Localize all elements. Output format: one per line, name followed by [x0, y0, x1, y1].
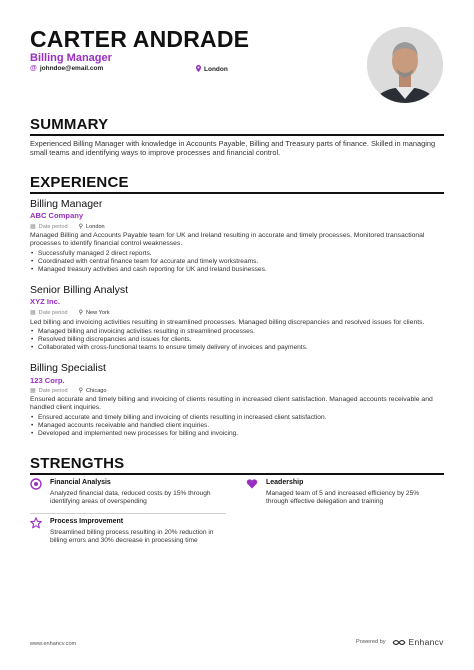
- job-bullets: [30, 328, 442, 353]
- strengths-heading: STRENGTHS: [30, 455, 125, 472]
- strength-title: Leadership: [266, 479, 304, 486]
- strength-title: Financial Analysis: [50, 479, 111, 486]
- job-role: Senior Billing Analyst: [30, 284, 129, 296]
- avatar: [367, 27, 443, 103]
- job-company[interactable]: XYZ Inc.: [30, 297, 60, 306]
- strength-item: [246, 478, 442, 514]
- strength-text: Streamlined billing process resulting in 20% reduction in billing errors and 30% decrease in processing time: [50, 529, 214, 545]
- list-item: • Managed billing and invoicing activities resulting in streamlined processes.: [30, 328, 442, 336]
- list-item: • Collaborated with cross-functional teams to ensure timely delivery of invoices and payments.: [30, 344, 442, 352]
- job-description: Managed Billing and Accounts Payable team for UK and Ireland resulting in accurate and timely processes. Monitored transactional processes to identify financial control weaknesses.: [30, 232, 425, 248]
- list-item: • Managed accounts receivable and handled client inquiries.: [30, 422, 442, 430]
- list-item: • Resolved billing discrepancies and issues for clients.: [30, 336, 442, 344]
- strength-divider: [30, 513, 226, 514]
- powered-by-label: Powered by: [356, 639, 386, 645]
- list-item: • Managed treasury activities and cash reporting for UK and Ireland businesses.: [30, 266, 442, 274]
- job-date: Date period: [38, 387, 68, 394]
- location-pin-icon: ⚲: [78, 310, 83, 316]
- enhancv-logo-icon: [392, 638, 406, 647]
- strength-item: [30, 517, 226, 553]
- location-pin-icon: ⚲: [78, 224, 83, 230]
- job-role: Billing Manager: [30, 198, 103, 210]
- experience-divider: [30, 192, 444, 194]
- job-meta: [30, 387, 107, 394]
- summary-heading: SUMMARY: [30, 116, 109, 133]
- calendar-icon: ▦: [30, 388, 36, 394]
- job-meta: [30, 223, 105, 230]
- brand-name: Enhancv: [408, 637, 444, 647]
- job-bullets: [30, 250, 442, 275]
- job-date: Date period: [38, 223, 68, 230]
- job-company[interactable]: 123 Corp.: [30, 376, 65, 385]
- strength-text: Managed team of 5 and increased efficiency by 25% through effective delegation and training: [266, 490, 420, 506]
- list-item: • Coordinated with central finance team for accurate and timely workstreams.: [30, 258, 442, 266]
- email-text: johndoe@email.com: [39, 65, 104, 72]
- heart-icon: [246, 478, 258, 490]
- location-text: London: [204, 66, 228, 73]
- contact-location: [196, 65, 228, 74]
- at-icon: @: [30, 65, 37, 72]
- job-role: Billing Specialist: [30, 362, 106, 374]
- list-item: • Successfully managed 2 direct reports.: [30, 250, 442, 258]
- footer-branding[interactable]: [356, 637, 444, 647]
- experience-heading: EXPERIENCE: [30, 174, 129, 191]
- strengths-divider: [30, 473, 444, 475]
- job-date: Date period: [38, 309, 68, 316]
- job-description: Led billing and invoicing activities resulting in streamlined processes. Managed billing discrepancies and resolved issues for clients.: [30, 319, 425, 326]
- job-meta: [30, 309, 110, 316]
- job-location: London: [86, 223, 105, 230]
- location-pin-icon: ⚲: [78, 388, 83, 394]
- summary-text: Experienced Billing Manager with knowledge in Accounts Payable, Billing and Treasury parts of finance. Skilled in managing small teams and identifying ways to improve processes and financial control.: [30, 139, 436, 158]
- job-company[interactable]: ABC Company: [30, 211, 84, 220]
- strength-text: Analyzed financial data, reduced costs by 15% through identifying areas of overspending: [50, 490, 211, 506]
- location-pin-icon: [196, 65, 201, 74]
- summary-divider: [30, 134, 444, 136]
- list-item: • Developed and implemented new processes for billing and invoicing.: [30, 430, 442, 438]
- job-location: Chicago: [86, 387, 107, 394]
- job-location: New York: [86, 309, 110, 316]
- calendar-icon: ▦: [30, 224, 36, 230]
- strength-item: [30, 478, 226, 514]
- footer-website[interactable]: www.enhancv.com: [30, 641, 77, 647]
- candidate-name: CARTER ANDRADE: [30, 26, 250, 52]
- candidate-title: Billing Manager: [30, 52, 112, 64]
- target-icon: [30, 478, 42, 490]
- list-item: • Ensured accurate and timely billing and invoicing of clients resulting in increased client satisfaction.: [30, 414, 442, 422]
- brand-logo: [392, 637, 444, 647]
- job-bullets: [30, 414, 442, 439]
- job-description: Ensured accurate and timely billing and invoicing of clients resulting in increased client satisfaction. Managed accounts receivable and handled client inquiries.: [30, 396, 433, 412]
- contact-email[interactable]: [30, 65, 103, 72]
- strength-title: Process Improvement: [50, 518, 124, 525]
- calendar-icon: ▦: [30, 310, 36, 316]
- star-icon: [30, 517, 42, 529]
